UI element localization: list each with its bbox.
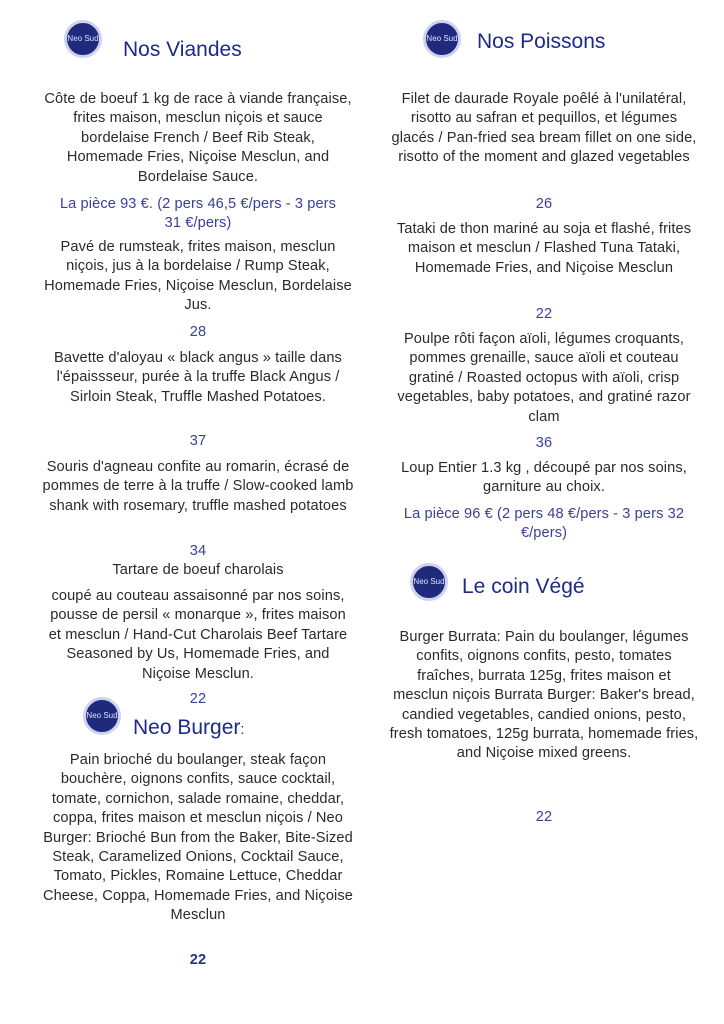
- neo-sud-logo: [83, 697, 121, 735]
- burger-title-text: Neo Burger: [133, 716, 241, 739]
- logo-text: Neo Sud: [426, 34, 458, 43]
- section-title-burger: [133, 716, 245, 740]
- neo-sud-logo: [410, 563, 448, 601]
- menu-item-price: 22: [189, 952, 207, 968]
- menu-item-price: 26: [535, 196, 553, 212]
- menu-item-desc: Pain brioché du boulanger, steak façon bouchère, oignons confits, sauce cocktail, tomate, cornichon, salade romaine, cheddar, coppa, frites maison et mesclun niçois / Neo Burger: Brioché Bun from the Baker, Bite-Sized Steak, Caramelized Onions, Cocktail Sauce, Tomato, Pickles, Romaine Lettuce, Cheddar Cheese, Coppa, Homemade Fries, and Niçoise Mesclun: [42, 752, 353, 924]
- menu-item-desc: Poulpe rôti façon aïoli, légumes croquants, pommes grenaille, sauce aïoli et couteau gratiné / Roasted octopus with aïoli, crisp vegetables, baby potatoes, and gratiné razor clam: [397, 331, 691, 425]
- menu-item-price: 22: [535, 306, 553, 322]
- menu-item-price: 37: [189, 433, 207, 449]
- neo-sud-logo: [423, 20, 461, 58]
- section-title-viandes: Nos Viandes: [123, 38, 242, 61]
- menu-item-price: 36: [535, 435, 553, 451]
- menu-item-desc: Bavette d'aloyau « black angus » taille dans l'épaissseur, purée à la truffe Black Angus / Sirloin Steak, Truffle Mashed Potatoes.: [54, 350, 342, 405]
- logo-text: Neo Sud: [67, 34, 99, 43]
- menu-item-desc: coupé au couteau assaisonné par nos soins, pousse de persil « monarque », frites maison et mesclun / Hand-Cut Charolais Beef Tartare Seasoned by Us, Homemade Fries, and Niçoise Mesclun.: [48, 588, 348, 682]
- menu-item-desc: Pavé de rumsteak, frites maison, mesclun niçois, jus à la bordelaise / Rump Steak, Homemade Fries, Niçoise Mesclun, Bordelaise Jus.: [44, 239, 352, 314]
- menu-item-price: 28: [189, 324, 207, 340]
- menu-item-price: 22: [535, 809, 553, 825]
- logo-text: Neo Sud: [413, 577, 445, 586]
- menu-item-desc: Loup Entier 1.3 kg , découpé par nos soins, garniture au choix.: [401, 460, 687, 496]
- menu-item-desc: Filet de daurade Royale poêlé à l'unilatéral, risotto au safran et pequillos, et légumes glacés / Pan-fried sea bream fillet on one side, risotto of the moment and glazed vegetables: [391, 91, 697, 166]
- burger-title-suffix: :: [240, 721, 245, 738]
- menu-item-price: La pièce 96 € (2 pers 48 €/pers - 3 pers 32 €/pers): [403, 506, 685, 542]
- neo-sud-logo: [64, 20, 102, 58]
- menu-item-desc: Côte de boeuf 1 kg de race à viande française, frites maison, mesclun niçois et sauce bordelaise French / Beef Rib Steak, Homemade Fries, Niçoise Mesclun, and Bordelaise Sauce.: [44, 91, 352, 185]
- section-title-poissons: Nos Poissons: [477, 30, 606, 53]
- section-title-vege: Le coin Végé: [462, 575, 585, 598]
- menu-item-desc: Tataki de thon mariné au soja et flashé, frites maison et mesclun / Flashed Tuna Tataki, Homemade Fries, and Niçoise Mesclun: [396, 221, 692, 276]
- menu-item-price: 34: [189, 543, 207, 559]
- logo-text: Neo Sud: [86, 711, 118, 720]
- menu-item-price: La pièce 93 €. (2 pers 46,5 €/pers - 3 pers 31 €/pers): [59, 196, 337, 232]
- menu-item-price: 22: [189, 691, 207, 707]
- menu-item-desc: Souris d'agneau confite au romarin, écrasé de pommes de terre à la truffe / Slow-cooked lamb shank with rosemary, truffle mashed potatoes: [42, 459, 354, 514]
- menu-item-name: Tartare de boeuf charolais: [112, 562, 284, 578]
- menu-item-desc: Burger Burrata: Pain du boulanger, légumes confits, oignons confits, pesto, tomates fraîches, burrata 125g, frites maison et mesclun niçois Burrata Burger: Baker's bread, candied vegetables, candied onions, pesto, fresh tomatoes, 125g burrata, homemade fries, and Niçoise mixed greens.: [389, 629, 699, 762]
